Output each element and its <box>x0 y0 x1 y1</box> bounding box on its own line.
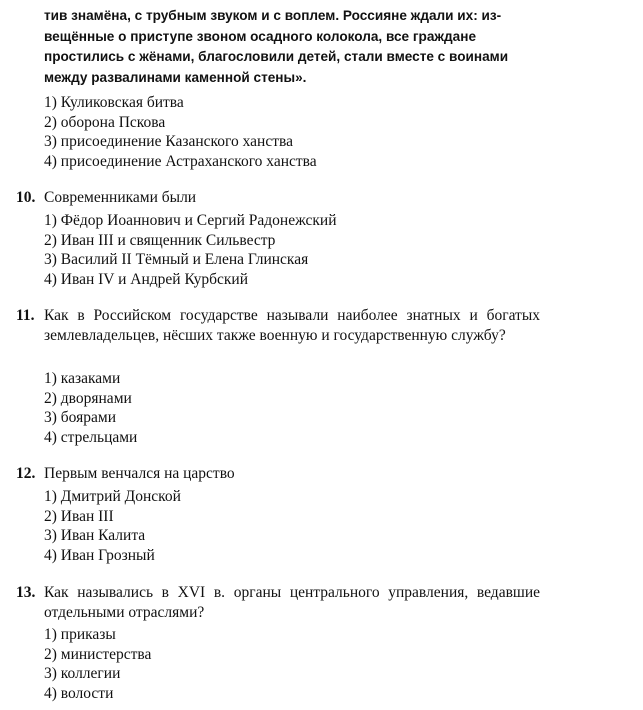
answer-option: 1) Фёдор Иоаннович и Сергий Радонежский <box>44 212 337 229</box>
answer-option: 2) оборона Пскова <box>44 113 166 131</box>
quote-line: тив знамёна, с трубным звуком и с воплем. Россияне ждали их: из- <box>44 8 502 23</box>
answer-option: 4) присоединение Астраханского ханства <box>44 153 317 171</box>
question-number: 10. <box>16 189 36 206</box>
answer-option: 4) волости <box>44 685 114 703</box>
question-13 <box>0 583 540 623</box>
q9-options <box>44 93 317 172</box>
answer-option: 2) министерства <box>44 645 152 663</box>
question-text: Как в Российском государстве называли наиболее знатных и богатых землевладельцев, нёсших также военную и государственную службу? <box>44 307 540 344</box>
answer-option: 1) Дмитрий Донской <box>44 488 181 505</box>
question-10 <box>0 188 540 208</box>
quote-passage <box>44 6 540 88</box>
question-number: 12. <box>16 465 36 482</box>
answer-option: 1) Куликовская битва <box>44 94 184 111</box>
q10-options <box>44 211 337 290</box>
answer-option: 4) Иван IV и Андрей Курбский <box>44 271 248 289</box>
question-text: Современниками были <box>44 189 197 206</box>
answer-option: 3) коллегии <box>44 665 121 683</box>
question-text: Как назывались в XVI в. органы центрального управления, ведавшие отдельными отраслями? <box>44 584 540 621</box>
quote-line: простились с жёнами, благословили детей, стали вместе с воинами <box>44 49 509 64</box>
answer-option: 4) стрельцами <box>44 429 138 447</box>
answer-option: 3) присоединение Казанского ханства <box>44 133 293 151</box>
question-11 <box>0 306 540 366</box>
q12-options <box>44 487 181 566</box>
quote-line: вещённые о приступе звоном осадного колокола, все граждане <box>44 28 476 44</box>
answer-option: 2) Иван III и священник Сильвестр <box>44 231 276 249</box>
q11-options <box>44 369 137 448</box>
answer-option: 3) боярами <box>44 409 116 427</box>
quote-line: между развалинами каменной стены». <box>44 69 307 85</box>
question-text: Первым венчался на царство <box>44 465 235 482</box>
question-number: 11. <box>16 307 35 324</box>
question-12 <box>0 464 540 484</box>
answer-option: 4) Иван Грозный <box>44 547 155 565</box>
answer-option: 2) Иван III <box>44 507 114 525</box>
answer-option: 1) приказы <box>44 626 116 643</box>
answer-option: 1) казаками <box>44 370 121 387</box>
answer-option: 2) дворянами <box>44 389 132 407</box>
question-number: 13. <box>16 584 36 601</box>
answer-option: 3) Василий II Тёмный и Елена Глинская <box>44 251 309 269</box>
answer-option: 3) Иван Калита <box>44 527 146 545</box>
q13-options <box>44 625 151 704</box>
